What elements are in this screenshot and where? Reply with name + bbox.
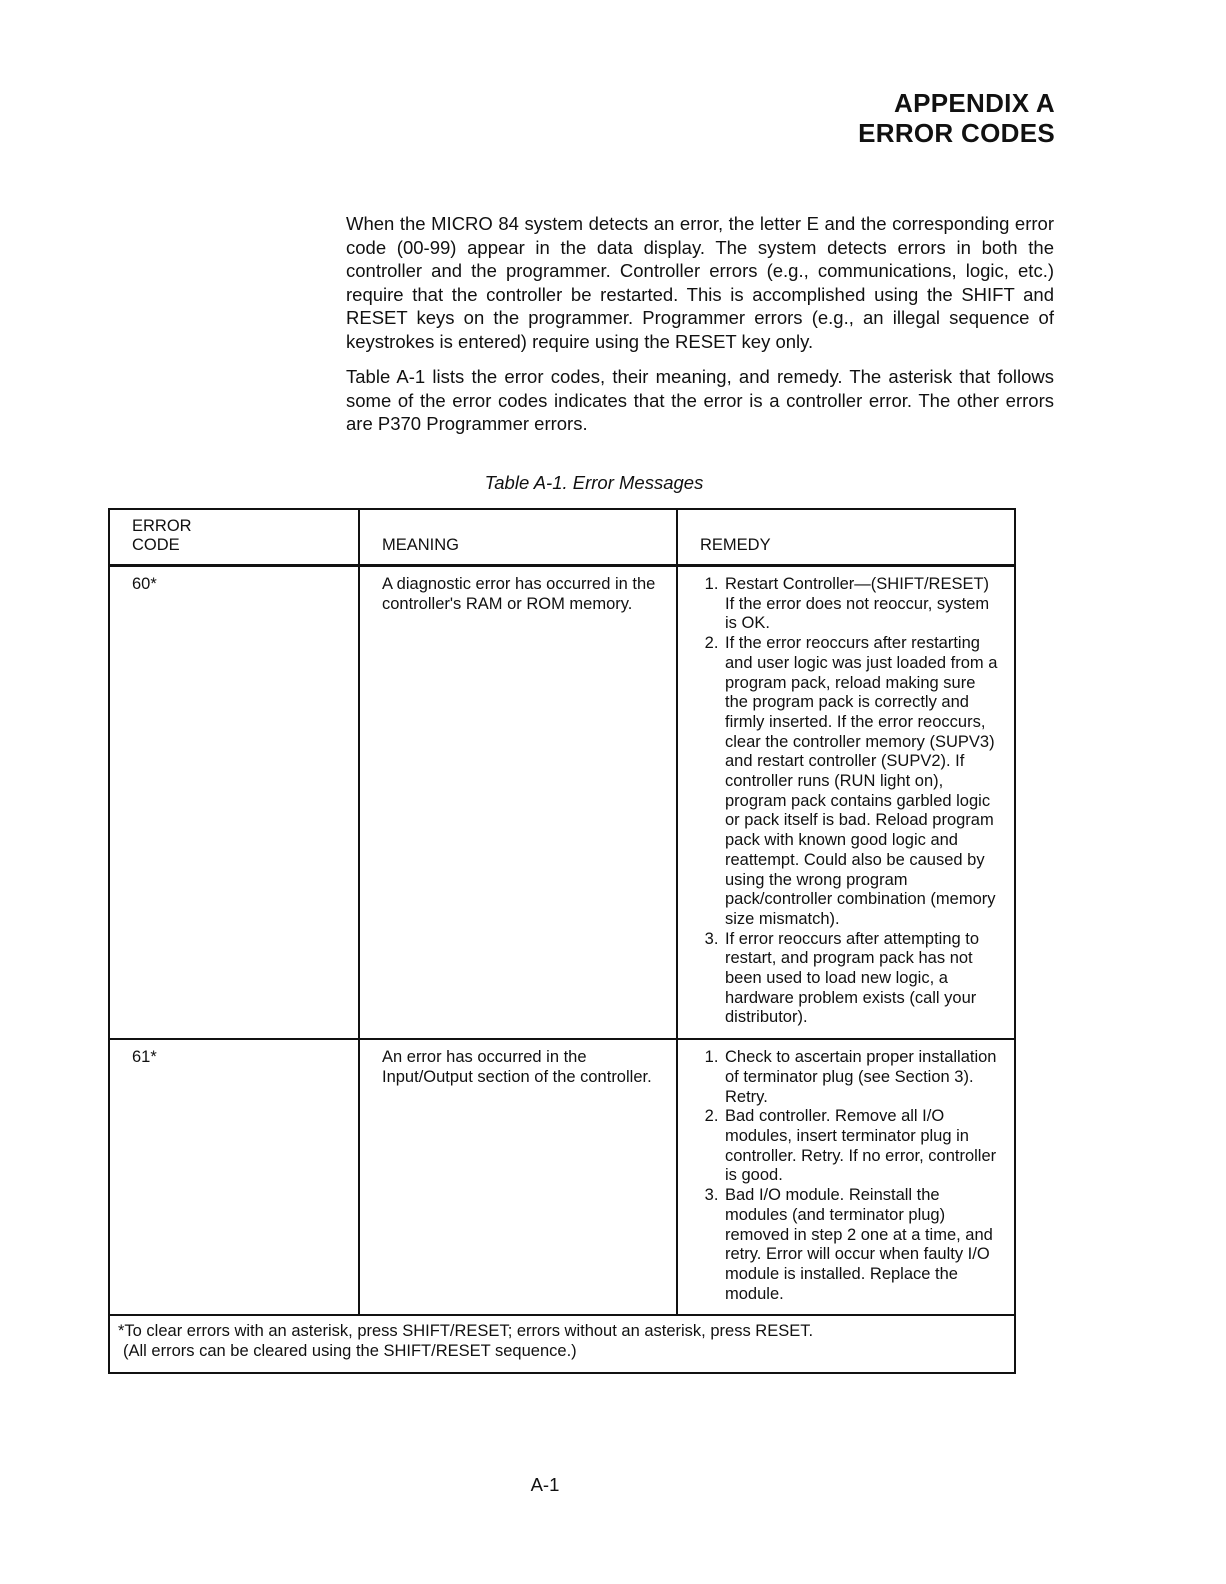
remedy-step: 2. If the error reoccurs after restarting and user logic was just loaded from a program pack, reload making sure the program pack is correctly and firmly inserted. If the error reoccurs, clear the controller memory (SUPV3) and restart controller (SUPV2). If controller runs (RUN light on), program pack contains garbled logic or pack itself is bad. Reload program pack with known good logic and reattempt. Could also be caused by using the wrong program pack/controller combination (memory size mismatch). [723,634,1002,930]
meaning-cell: A diagnostic error has occurred in the controller's RAM or ROM memory. [359,566,677,1040]
remedy-steps [700,1048,1002,1304]
table-footnote-row [109,1315,1015,1372]
intro-text [346,212,1054,448]
table-caption [0,472,1226,494]
header-meaning: MEANING [359,509,677,566]
remedy-step: 2. Bad controller. Remove all I/O modules, insert terminator plug in controller. Retry. If no error, controller is good. [723,1107,1002,1186]
footnote-line-2: (All errors can be cleared using the SHIFT/RESET sequence.) [123,1342,577,1361]
meaning-cell: An error has occurred in the Input/Output section of the controller. [359,1039,677,1315]
header-error-code-line1: ERROR [132,516,192,535]
footnote-line-1: *To clear errors with an asterisk, press SHIFT/RESET; errors without an asterisk, press RESET. [118,1322,814,1341]
intro-paragraph-2: Table A-1 lists the error codes, their meaning, and remedy. The asterisk that follows some of the error codes indicates that the error is a controller error. The other errors are P370 Programmer errors. [346,366,1054,434]
remedy-step: 1. Restart Controller—(SHIFT/RESET) If the error does not reoccur, system is OK. [723,575,1002,634]
table-row [109,566,1015,1040]
remedy-cell [677,1039,1015,1315]
table-header-row [109,509,1015,566]
error-codes-table [108,508,1016,1374]
remedy-cell [677,566,1015,1040]
appendix-subtitle: ERROR CODES [858,118,1055,148]
remedy-step: 3. Bad I/O module. Reinstall the modules (and terminator plug) removed in step 2 one at a time, and retry. Error will occur when faulty I/O module is installed. Replace the module. [723,1186,1002,1304]
page-number [0,1474,1226,1496]
remedy-step: 1. Check to ascertain proper installation of terminator plug (see Section 3). Retry. [723,1048,1002,1107]
page-number-text: A-1 [530,1474,560,1495]
appendix-heading [858,88,1055,148]
error-code-cell: 61* [109,1039,359,1315]
table-footnote [109,1315,1015,1372]
intro-paragraph-1: When the MICRO 84 system detects an error, the letter E and the corresponding error code (00-99) appear in the data display. The system detects errors in both the controller and the programmer. Controller errors (e.g., communications, logic, etc.) require that the controller be restarted. This is accomplished using the SHIFT and RESET keys on the programmer. Programmer errors (e.g., an illegal sequence of keystrokes is entered) require using the RESET key only. [346,213,1054,352]
appendix-title: APPENDIX A [894,88,1055,118]
error-code-cell: 60* [109,566,359,1040]
header-error-code [109,509,359,566]
table-row [109,1039,1015,1315]
header-error-code-line2: CODE [132,536,180,555]
header-remedy: REMEDY [677,509,1015,566]
remedy-steps [700,575,1002,1028]
table-caption-text: Table A-1. Error Messages [484,472,704,493]
remedy-step: 3. If error reoccurs after attempting to restart, and program pack has not been used to load new logic, a hardware problem exists (call your distributor). [723,930,1002,1029]
